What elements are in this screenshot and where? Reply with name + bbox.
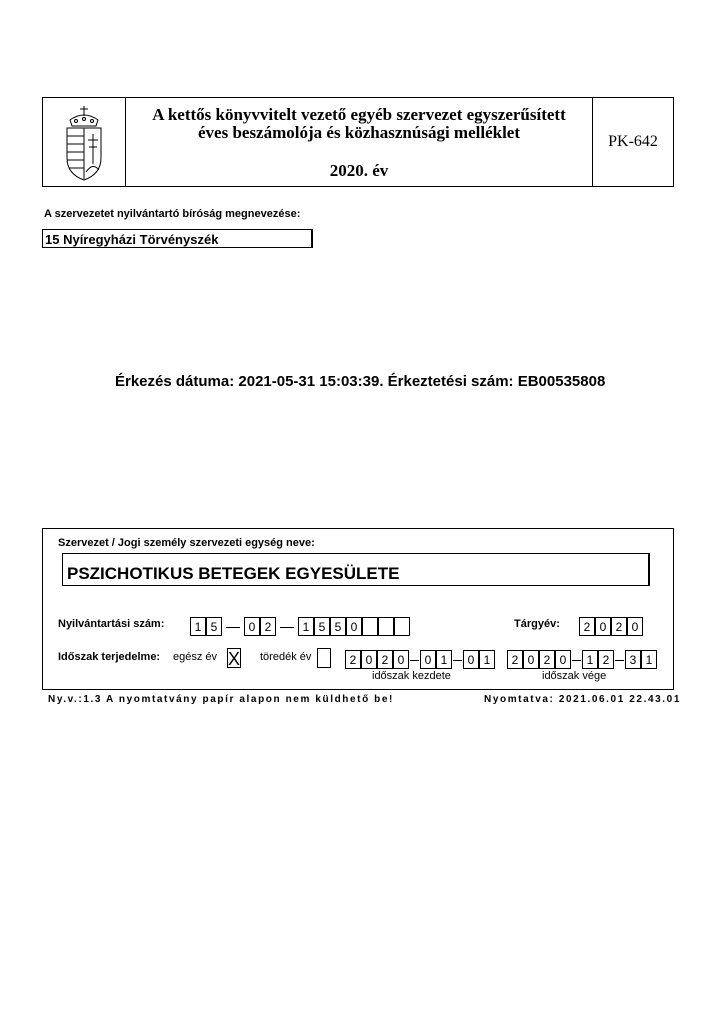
whole-year-label: egész év (173, 651, 218, 663)
start-date-digit: 2 (377, 650, 393, 669)
end-date-digit: 0 (555, 650, 571, 669)
court-label: A szervezetet nyilvántartó bíróság megnevezése: (44, 208, 301, 220)
start-date-digit: 1 (436, 650, 452, 669)
reg-separator (280, 627, 294, 628)
date-separator (410, 660, 419, 661)
partial-year-label: töredék év (260, 651, 312, 663)
date-separator (615, 660, 624, 661)
title-line-1: A kettős könyvvitelt vezető egyéb szervezet egyszerűsített (152, 105, 566, 124)
reg-digit: 5 (314, 617, 330, 636)
org-name-label: Szervezet / Jogi személy szervezeti egység neve: (58, 537, 315, 549)
reg-separator (226, 627, 240, 628)
reg-digit: 1 (190, 617, 206, 636)
reg-digit: 0 (244, 617, 260, 636)
form-title (126, 98, 593, 186)
start-date-digit: 0 (420, 650, 436, 669)
target-year-label: Tárgyév: (514, 618, 560, 630)
date-separator (572, 660, 581, 661)
end-date-digit: 3 (625, 650, 641, 669)
reg-digit (362, 617, 378, 636)
whole-year-checkbox[interactable]: X (228, 649, 241, 669)
report-year: 2020. év (329, 161, 389, 180)
org-name-field: PSZICHOTIKUS BETEGEK EGYESÜLETE (62, 553, 650, 586)
form-code: PK-642 (608, 133, 658, 150)
reg-digit: 5 (330, 617, 346, 636)
start-date-caption: időszak kezdete (372, 670, 451, 682)
print-timestamp: Nyomtatva: 2021.06.01 22.43.01 (484, 694, 681, 705)
end-date-digit: 1 (582, 650, 598, 669)
start-date-digit: 0 (393, 650, 409, 669)
date-separator (453, 660, 462, 661)
end-date-caption: időszak vége (542, 670, 607, 682)
reg-digit: 5 (206, 617, 222, 636)
reg-digit: 2 (260, 617, 276, 636)
start-date-digit: 2 (345, 650, 361, 669)
title-line-2: éves beszámolója és közhasznúsági melléklet (197, 123, 521, 142)
period-label: Időszak terjedelme: (58, 651, 161, 663)
logo-cell (43, 98, 126, 186)
target-year-digit: 0 (595, 617, 611, 636)
form-header (42, 97, 674, 187)
end-date-digit: 2 (539, 650, 555, 669)
end-date-digit: 1 (641, 650, 657, 669)
end-date-digit: 2 (507, 650, 523, 669)
reg-number-label: Nyilvántartási szám: (58, 618, 165, 630)
target-year-digit: 2 (579, 617, 595, 636)
reg-digit (378, 617, 394, 636)
target-year-digit: 0 (627, 617, 643, 636)
reg-digit: 0 (346, 617, 362, 636)
start-date-digit: 1 (479, 650, 495, 669)
arrival-info: Érkezés dátuma: 2021-05-31 15:03:39. Érkeztetési szám: EB00535808 (115, 373, 606, 390)
start-date-digit: 0 (463, 650, 479, 669)
partial-year-checkbox[interactable] (317, 648, 331, 668)
end-date-digit: 0 (523, 650, 539, 669)
reg-digit: 1 (298, 617, 314, 636)
reg-digit (394, 617, 410, 636)
end-date-digit: 2 (598, 650, 614, 669)
footer-notice: Ny.v.:1.3 A nyomtatvány papír alapon nem küldhető be! (48, 694, 394, 705)
hungarian-coat-of-arms-icon (43, 98, 125, 186)
target-year-digit: 2 (611, 617, 627, 636)
start-date-digit: 0 (361, 650, 377, 669)
court-name-field: 15 Nyíregyházi Törvényszék (42, 229, 313, 248)
